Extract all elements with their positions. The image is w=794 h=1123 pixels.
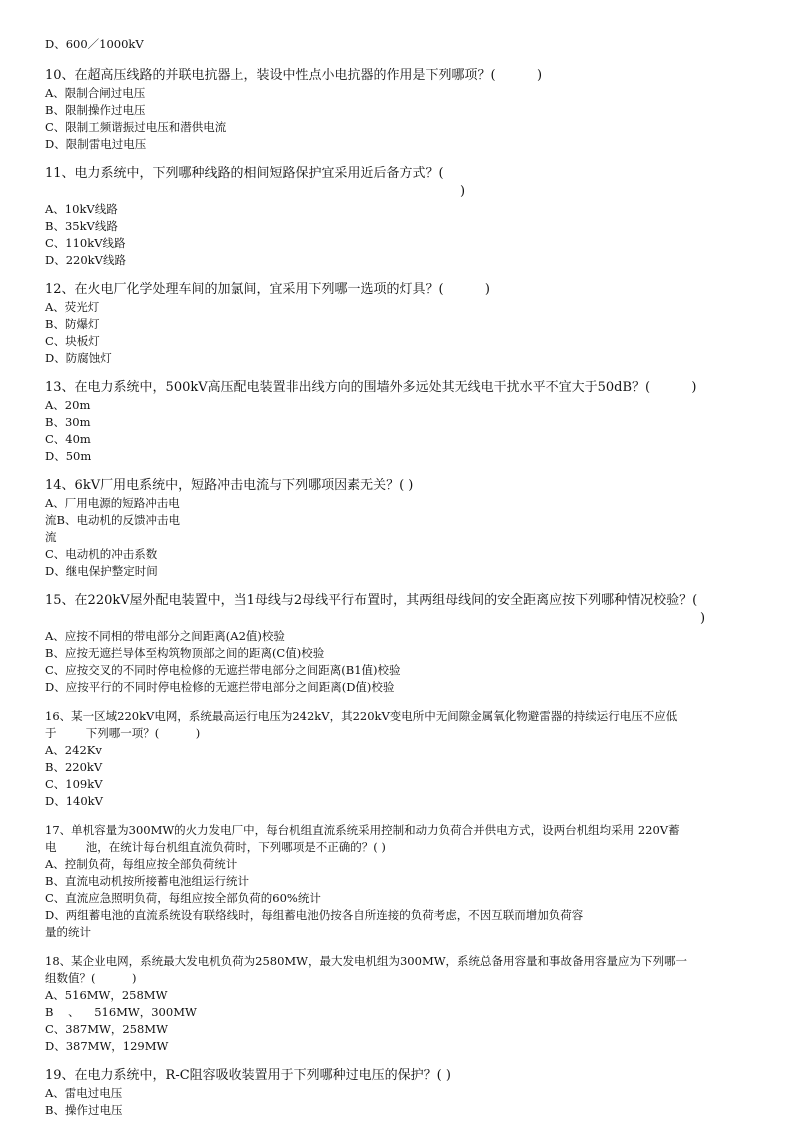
- question-title: 11、电力系统中，下列哪种线路的相间短路保护宜采用近后备方式？(: [45, 166, 444, 181]
- question-title: 15、在220kV屋外配电装置中，当1母线与2母线平行布置时，其两组母线间的安全距离应按下列哪种情况校验？(: [45, 593, 698, 608]
- question-title-continuation: 电 池，在统计每台机组直流负荷时，下列哪项是不正确的？( ): [45, 840, 386, 854]
- option-a: A、雷电过电压: [45, 1086, 123, 1100]
- question-title: 18、某企业电网，系统最大发电机负荷为2580MW，最大发电机组为300MW，系统总备用容量和事故备用容量应为下列哪一: [45, 954, 688, 968]
- option-a: A、控制负荷，每组应按全部负荷统计: [45, 857, 238, 871]
- document-page: [45, 36, 745, 1119]
- question-title-continuation: ): [700, 611, 706, 626]
- question-11: [45, 165, 745, 269]
- question-title: 13、在电力系统中，500kV高压配电装置非出线方向的围墙外多远处其无线电干扰水平不宜大于50dB？( ): [45, 380, 697, 395]
- option-c: C、直流应急照明负荷，每组应按全部负荷的60%统计: [45, 891, 321, 905]
- option-a: A、厂用电源的短路冲击电: [45, 496, 180, 510]
- option-b: B 、 516MW，300MW: [45, 1005, 197, 1019]
- option-a: A、20m: [45, 398, 91, 412]
- question-12: [45, 281, 745, 367]
- option-d: D、应按平行的不同时停电检修的无遮拦带电部分之间距离(D值)校验: [45, 680, 395, 694]
- option-c: C、限制工频谐振过电压和潜供电流: [45, 120, 227, 134]
- question-15: [45, 592, 745, 696]
- option-d: D、防腐蚀灯: [45, 351, 112, 365]
- option-a: A、10kV线路: [45, 202, 118, 216]
- option-c: C、块板灯: [45, 334, 100, 348]
- option-b: B、防爆灯: [45, 317, 100, 331]
- question-title-continuation: ): [460, 184, 466, 199]
- option-b: B、30m: [45, 415, 91, 429]
- option-a: A、限制合闸过电压: [45, 86, 146, 100]
- question-10: [45, 67, 745, 153]
- question-title-continuation: 于 下列哪一项？( ): [45, 726, 201, 740]
- option-a: A、应按不同相的带电部分之间距离(A2值)校验: [45, 629, 285, 643]
- option-text: D、600／1000kV: [45, 37, 144, 51]
- question-14: [45, 477, 745, 580]
- option-d-continuation: 量的统计: [45, 925, 91, 939]
- option-d: D、两组蓄电池的直流系统设有联络线时，每组蓄电池仍按各自所连接的负荷考虑，不因互联而增加负荷容: [45, 908, 584, 922]
- question-title-continuation: 组数值？( ): [45, 971, 137, 985]
- option-c: C、387MW，258MW: [45, 1022, 168, 1036]
- option-b: B、220kV: [45, 760, 103, 774]
- question-16: [45, 708, 745, 810]
- option-d: D、50m: [45, 449, 92, 463]
- question-title: 17、单机容量为300MW的火力发电厂中，每台机组直流系统采用控制和动力负荷合并供电方式，设两台机组均采用 220V蓄: [45, 823, 680, 837]
- question-title: 12、在火电厂化学处理车间的加氯间，宜采用下列哪一选项的灯具？( ): [45, 282, 491, 297]
- option-c: C、40m: [45, 432, 91, 446]
- question-19: [45, 1067, 745, 1119]
- question-18: [45, 953, 745, 1055]
- option-c: C、应按交叉的不同时停电检修的无遮拦带电部分之间距离(B1值)校验: [45, 663, 401, 677]
- question-17: [45, 822, 745, 941]
- option-d: D、220kV线路: [45, 253, 126, 267]
- question-title: 10、在超高压线路的并联电抗器上，装设中性点小电抗器的作用是下列哪项？( ): [45, 68, 543, 83]
- option-b-continuation: 流: [45, 530, 57, 544]
- option-a: A、242Kv: [45, 743, 102, 757]
- question-13: [45, 379, 745, 465]
- option-d: D、387MW，129MW: [45, 1039, 169, 1053]
- option-d: D、继电保护整定时间: [45, 564, 158, 578]
- option-c: C、109kV: [45, 777, 103, 791]
- option-a: A、荧光灯: [45, 300, 100, 314]
- option-d: D、限制雷电过电压: [45, 137, 147, 151]
- option-c: C、电动机的冲击系数: [45, 547, 158, 561]
- question-title: 16、某一区域220kV电网，系统最高运行电压为242kV，其220kV变电所中无间隙金属氧化物避雷器的持续运行电压不应低: [45, 709, 678, 723]
- option-a: A、516MW，258MW: [45, 988, 168, 1002]
- option-b: 流B、电动机的反馈冲击电: [45, 513, 180, 527]
- option-c: C、110kV线路: [45, 236, 126, 250]
- option-b: B、操作过电压: [45, 1103, 123, 1117]
- question-title: 19、在电力系统中，R-C阻容吸收装置用于下列哪种过电压的保护？( ): [45, 1068, 451, 1083]
- question-title: 14、6kV厂用电系统中，短路冲击电流与下列哪项因素无关？( ): [45, 478, 414, 493]
- option-d: D、140kV: [45, 794, 103, 808]
- option-b: B、限制操作过电压: [45, 103, 146, 117]
- option-b: B、应按无遮拦导体至构筑物顶部之间的距离(C值)校验: [45, 646, 325, 660]
- option-b: B、直流电动机按所接蓄电池组运行统计: [45, 874, 249, 888]
- option-b: B、35kV线路: [45, 219, 118, 233]
